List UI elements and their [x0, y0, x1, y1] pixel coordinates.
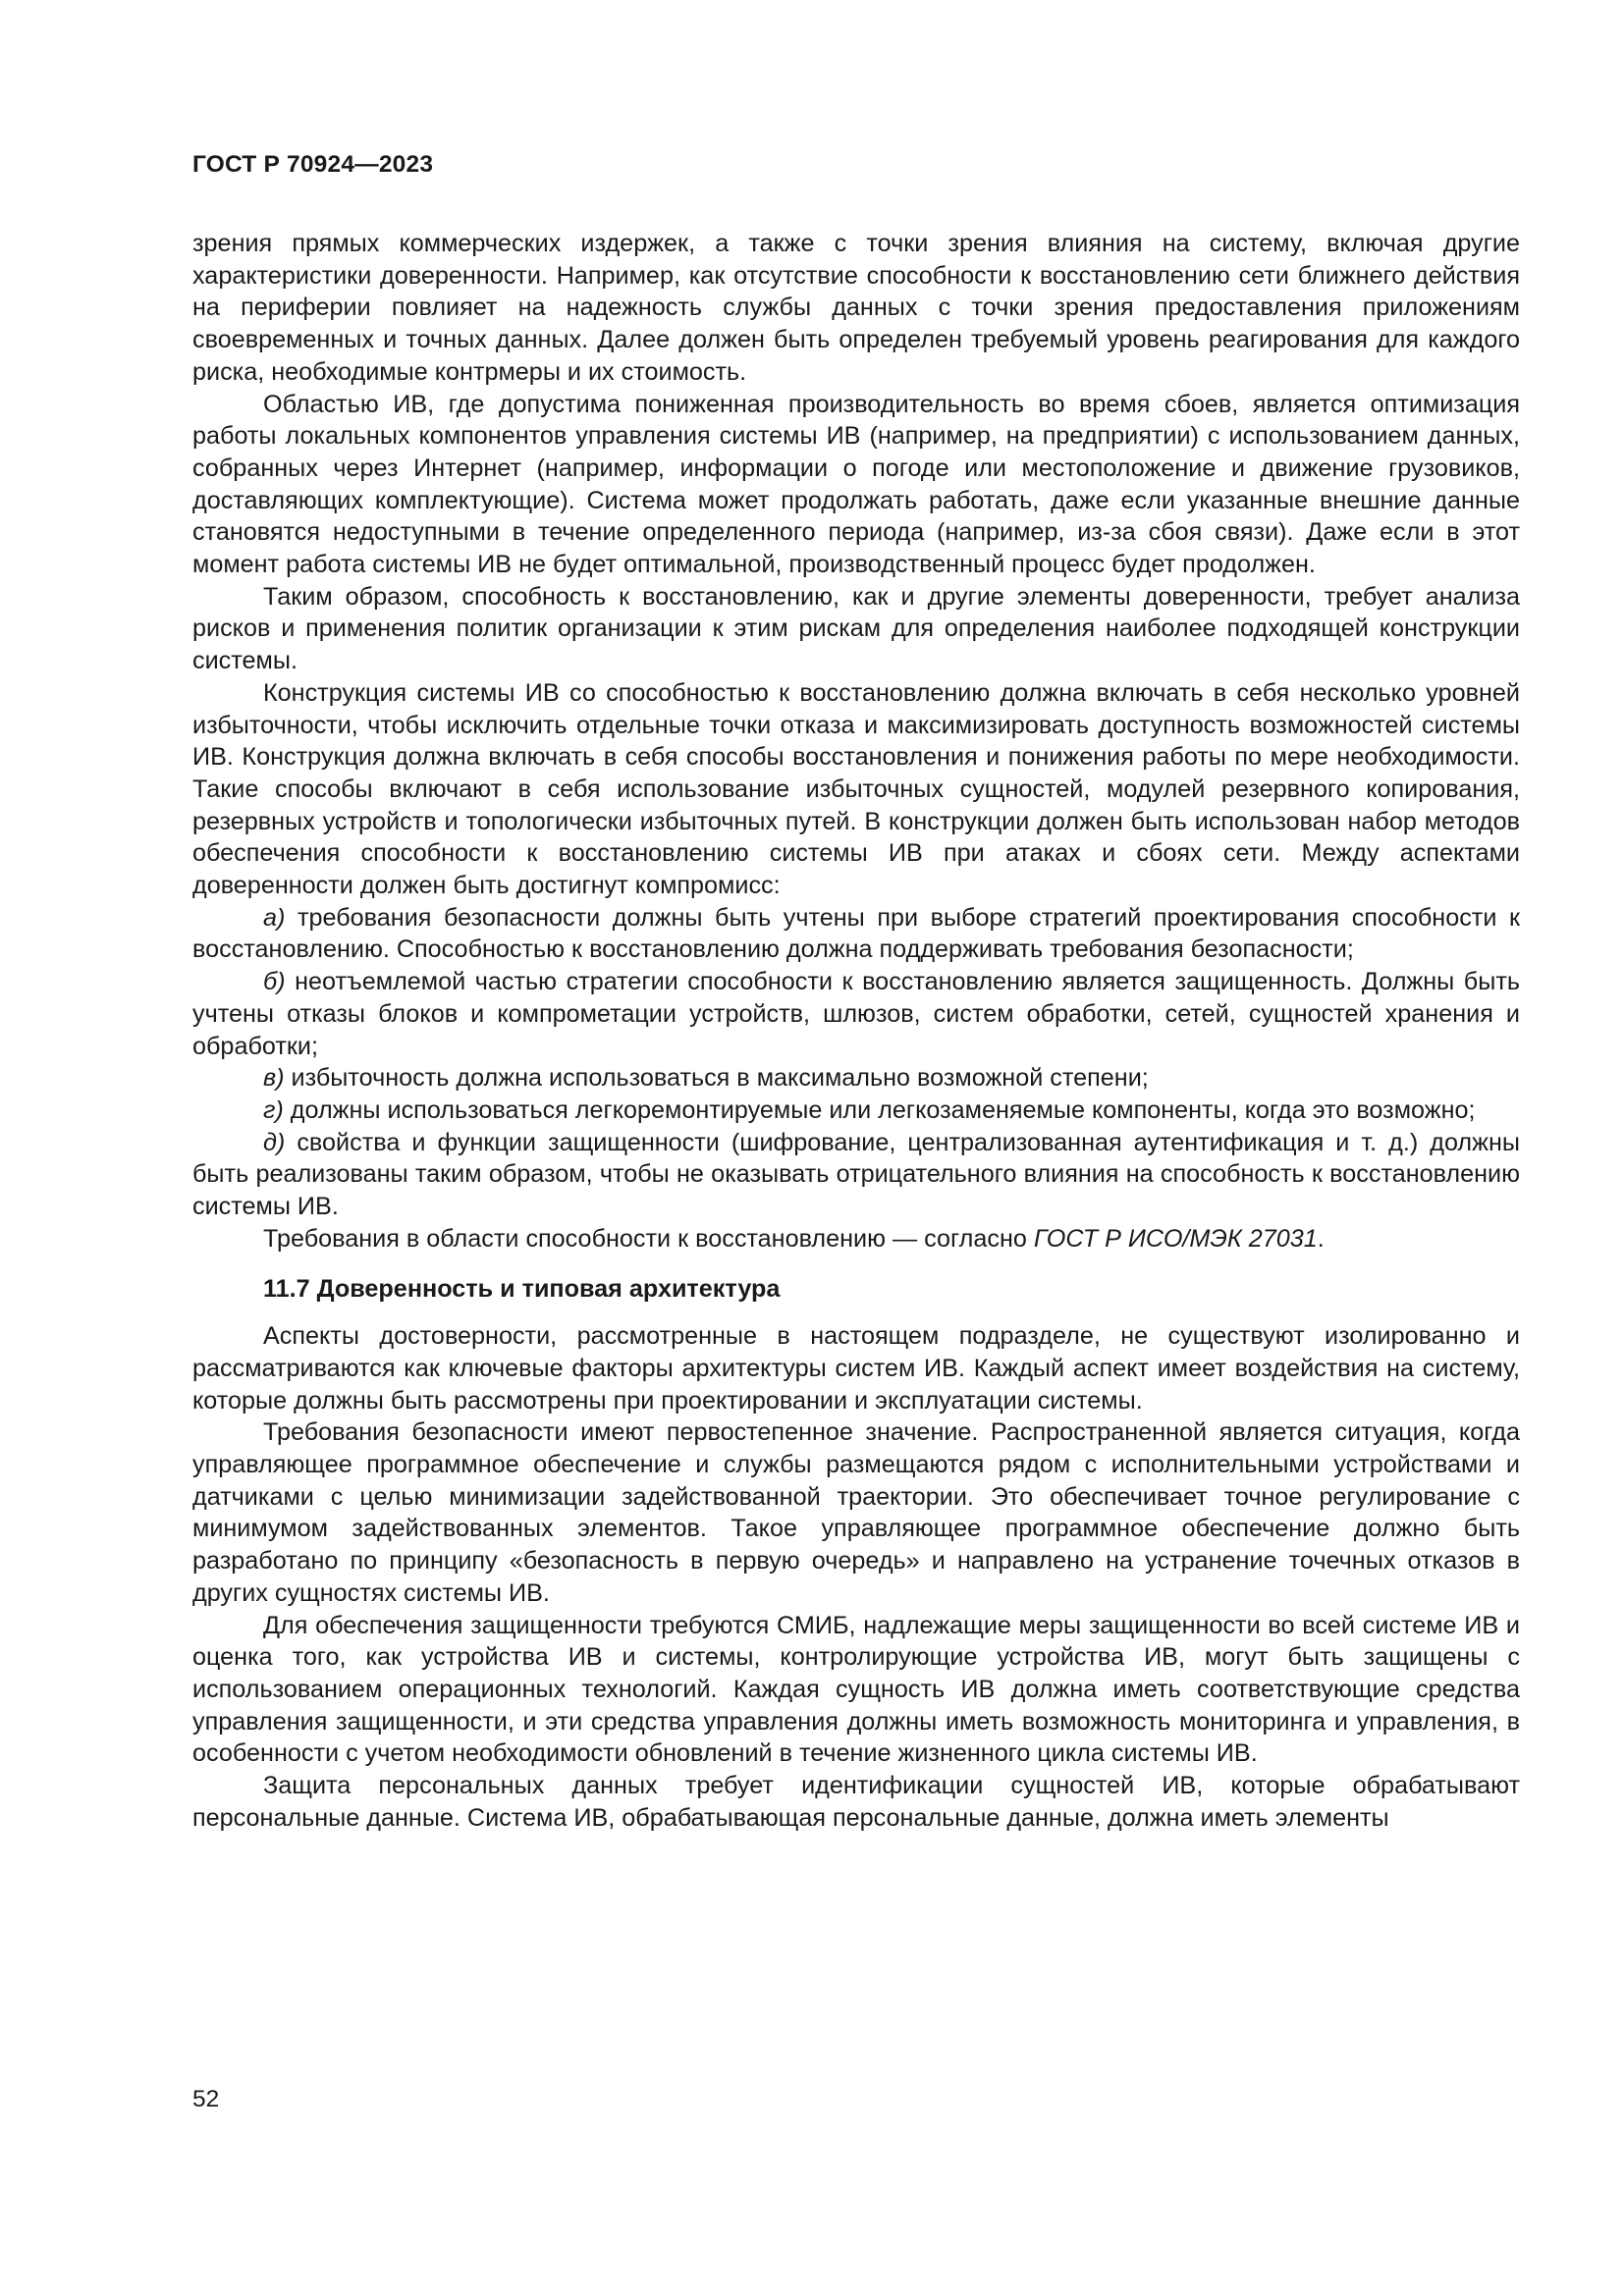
list-item-d: [192, 1127, 1520, 1223]
paragraph: Аспекты достоверности, рассмотренные в настоящем подразделе, не существуют изолированно и рассматриваются как ключевые факторы архитектуры систем ИВ. Каждый аспект имеет воздействия на систему, которые должны быть рассмотрены при проектировании и эксплуатации системы.: [192, 1322, 1520, 1415]
page-number: 52: [192, 2086, 220, 2112]
paragraph: Таким образом, способность к восстановлению, как и другие элементы доверенности, требует анализа рисков и применения политик организации к этим рискам для определения наиболее подходящей конструкции системы.: [192, 582, 1520, 675]
paragraph: Требования безопасности имеют первостепенное значение. Распространенной является ситуация, когда управляющее программное обеспечение и службы размещаются рядом с исполнительными устройствами и датчиками с целью минимизации задействованной траектории. Это обеспечивает точное регулирование с минимумом задействованных элементов. Такое управляющее программное обеспечение должно быть разработано по принципу «безопасность в первую очередь» и направлено на устранение точечных отказов в других сущностях системы ИВ.: [192, 1418, 1520, 1607]
document-header: ГОСТ Р 70924—2023: [192, 151, 434, 178]
list-item-text: должны использоваться легкоремонтируемые или легкозаменяемые компоненты, когда это возможно;: [283, 1095, 1476, 1124]
list-item-v: [192, 1062, 1520, 1095]
paragraph: Для обеспечения защищенности требуются СМИБ, надлежащие меры защищенности во всей системе ИВ и оценка того, как устройства ИВ и системы, контролирующие устройства ИВ, могут быть защищены с использованием операционных технологий. Каждая сущность ИВ должна иметь соответствующие средства управления защищенности, и эти средства управления должны иметь возможность мониторинга и управления, в особенности с учетом необходимости обновлений в течение жизненного цикла системы ИВ.: [192, 1611, 1520, 1768]
list-item-letter: д): [263, 1128, 286, 1156]
list-item-b: [192, 966, 1520, 1062]
list-item-letter: б): [263, 968, 286, 996]
reference-lead-text: Требования в области способности к восстановлению — согласно: [263, 1224, 1034, 1253]
list-item-g: [192, 1095, 1520, 1127]
list-item-letter: в): [263, 1064, 285, 1093]
paragraph: зрения прямых коммерческих издержек, а также с точки зрения влияния на систему, включая другие характеристики доверенности. Например, как отсутствие способности к восстановлению сети ближнего действия на периферии повлияет на надежность службы данных с точки зрения предоставления приложениям своевременных и точных данных. Далее должен быть определен требуемый уровень реагирования для каждого риска, необходимые контрмеры и их стоимость.: [192, 230, 1520, 386]
list-item-a: [192, 902, 1520, 966]
paragraph: Областью ИВ, где допустима пониженная производительность во время сбоев, является оптимизация работы локальных компонентов управления системы ИВ (например, на предприятии) с использованием данных, собранных через Интернет (например, информации о погоде или местоположение и движение грузовиков, доставляющих комплектующие). Система может продолжать работать, даже если указанные внешние данные становятся недоступными в течение определенного периода (например, из-за сбоя связи). Даже если в этот момент работа системы ИВ не будет оптимальной, производственный процесс будет продолжен.: [192, 390, 1520, 579]
list-item-text: неотъемлемой частью стратегии способности к восстановлению является защищенность. Должны быть учтены отказы блоков и компрометации устройств, шлюзов, систем обработки, сетей, сущностей хранения и обработки;: [192, 968, 1520, 1060]
paragraph: Конструкция системы ИВ со способностью к восстановлению должна включать в себя несколько уровней избыточности, чтобы исключить отдельные точки отказа и максимизировать доступность возможностей системы ИВ. Конструкция должна включать в себя способы восстановления и понижения работы по мере необходимости. Такие способы включают в себя использование избыточных сущностей, модулей резервного копирования, резервных устройств и топологически избыточных путей. В конструкции должен быть использован набор методов обеспечения способности к восстановлению системы ИВ при атаках и сбоях сети. Между аспектами доверенности должен быть достигнут компромисс:: [192, 678, 1520, 900]
section-title: 11.7 Доверенность и типовая архитектура: [263, 1274, 781, 1303]
standard-reference: ГОСТ Р ИСО/МЭК 27031: [1033, 1224, 1318, 1253]
reference-end: .: [1317, 1224, 1325, 1253]
list-item-text: избыточность должна использоваться в максимально возможной степени;: [284, 1064, 1149, 1093]
body-text: [192, 228, 1520, 1834]
list-item-letter: г): [263, 1095, 284, 1124]
list-item-letter: а): [263, 903, 286, 932]
paragraph: Защита персональных данных требует идентификации сущностей ИВ, которые обрабатывают персональные данные. Система ИВ, обрабатывающая персональные данные, должна иметь элементы: [192, 1772, 1520, 1832]
list-item-text: свойства и функции защищенности (шифрование, централизованная аутентификация и т. д.) должны быть реализованы таким образом, чтобы не оказывать отрицательного влияния на способность к восстановлению системы ИВ.: [192, 1128, 1520, 1221]
list-item-text: требования безопасности должны быть учтены при выборе стратегий проектирования способности к восстановлению. Способностью к восстановлению должна поддерживать требования безопасности;: [192, 903, 1520, 964]
paragraph-reference: [192, 1223, 1520, 1255]
